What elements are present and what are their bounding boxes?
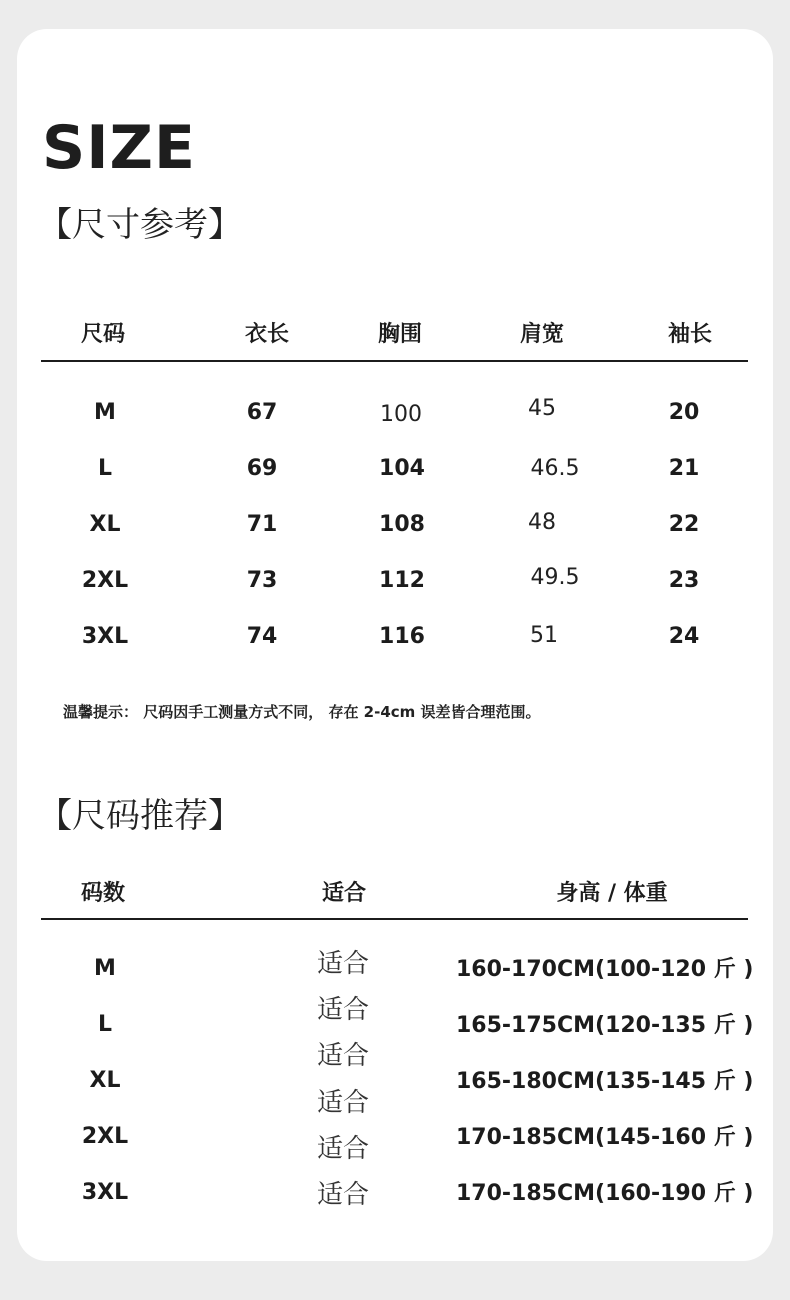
size-ref-cell: 23 <box>668 568 700 593</box>
size-ref-header-chest: 胸围 <box>377 322 423 347</box>
size-rec-range: 170-185CM(145-160 斤 ) <box>456 1125 754 1150</box>
size-ref-cell: M <box>94 400 116 425</box>
size-rec-range: 160-170CM(100-120 斤 ) <box>456 957 754 982</box>
size-ref-cell: 45 <box>528 396 556 421</box>
size-rec-size: 3XL <box>81 1180 129 1205</box>
size-rec-fit: 适合 <box>316 1041 370 1071</box>
size-recommendation-heading: 【尺码推荐】 <box>38 796 242 836</box>
size-ref-header-size: 尺码 <box>80 322 126 347</box>
size-rec-size: L <box>97 1012 113 1037</box>
size-ref-cell: 22 <box>668 512 700 537</box>
size-rec-fit: 适合 <box>316 995 370 1025</box>
size-ref-cell: 3XL <box>81 624 129 649</box>
size-ref-header-shoulder: 肩宽 <box>519 322 565 347</box>
size-ref-cell: 24 <box>668 624 700 649</box>
size-ref-cell: 49.5 <box>530 565 580 590</box>
size-ref-cell: 67 <box>246 400 278 425</box>
size-ref-cell: 2XL <box>81 568 129 593</box>
size-rec-size: 2XL <box>81 1124 129 1149</box>
size-ref-header-sleeve: 袖长 <box>667 322 713 347</box>
size-ref-cell: 112 <box>379 568 425 593</box>
size-ref-cell: XL <box>89 512 121 537</box>
size-rec-size: XL <box>89 1068 121 1093</box>
size-ref-cell: 104 <box>379 456 425 481</box>
size-rec-range: 170-185CM(160-190 斤 ) <box>456 1181 754 1206</box>
size-ref-cell: 100 <box>380 402 422 427</box>
size-reference-heading: 【尺寸参考】 <box>38 205 242 245</box>
size-ref-cell: L <box>97 456 113 481</box>
size-ref-cell: 73 <box>246 568 278 593</box>
size-rec-fit: 适合 <box>316 949 370 979</box>
size-rec-header-size: 码数 <box>80 881 126 906</box>
size-ref-cell: 71 <box>246 512 278 537</box>
size-rec-fit: 适合 <box>316 1088 370 1118</box>
size-ref-cell: 46.5 <box>530 456 580 481</box>
size-ref-header-length: 衣长 <box>244 322 290 347</box>
size-ref-cell: 108 <box>379 512 425 537</box>
page-title: SIZE <box>42 113 197 183</box>
size-rec-header-divider <box>41 918 748 920</box>
size-ref-cell: 48 <box>528 510 556 535</box>
size-ref-cell: 74 <box>246 624 278 649</box>
size-ref-header-divider <box>41 360 748 362</box>
size-rec-range: 165-175CM(120-135 斤 ) <box>456 1013 754 1038</box>
size-ref-cell: 116 <box>379 624 425 649</box>
size-ref-cell: 21 <box>668 456 700 481</box>
measurement-note: 温馨提示： 尺码因手工测量方式不同， 存在 2-4cm 误差皆合理范围。 <box>63 703 541 721</box>
size-ref-cell: 20 <box>668 400 700 425</box>
size-rec-header-fit: 适合 <box>321 881 367 906</box>
size-rec-fit: 适合 <box>316 1180 370 1210</box>
size-ref-cell: 51 <box>530 623 558 648</box>
size-rec-range: 165-180CM(135-145 斤 ) <box>456 1069 754 1094</box>
size-rec-fit: 适合 <box>316 1134 370 1164</box>
size-rec-header-height-weight: 身高 / 体重 <box>556 881 668 906</box>
size-ref-cell: 69 <box>246 456 278 481</box>
size-rec-size: M <box>94 956 116 981</box>
